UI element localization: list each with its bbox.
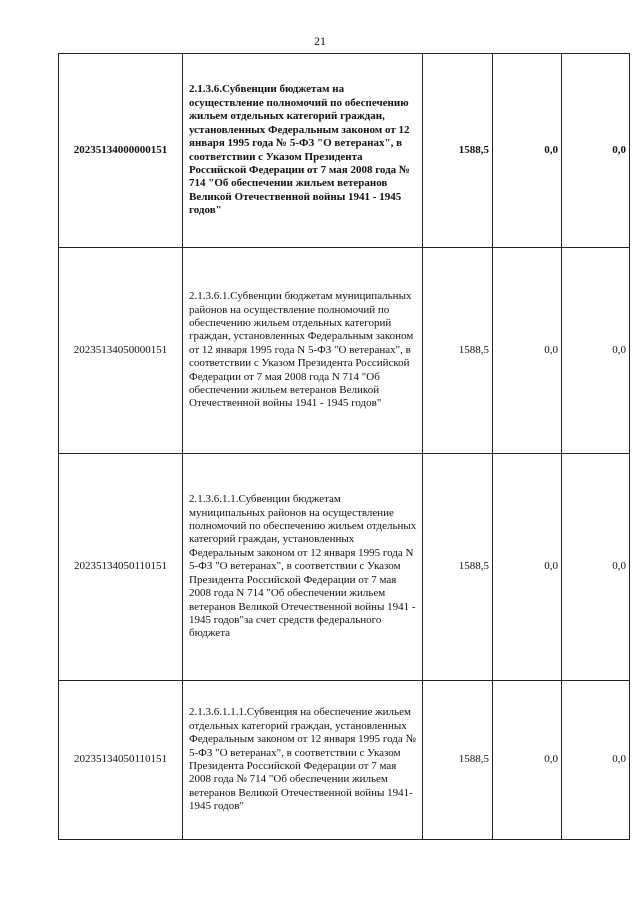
amount-cell-2: 0,0 — [493, 248, 562, 454]
amount-cell-2: 0,0 — [493, 454, 562, 681]
amount-cell-3: 0,0 — [562, 681, 630, 840]
amount-cell-3: 0,0 — [562, 54, 630, 248]
amount-cell-1: 1588,5 — [423, 454, 493, 681]
table-row — [59, 681, 630, 840]
budget-code-cell: 20235134000000151 — [59, 54, 183, 248]
budget-table — [58, 53, 630, 840]
description-cell: 2.1.3.6.1.1.1.Субвенция на обеспечение жильем отдельных категорий граждан, установленных Федеральным законом от 12 января 1995 года № 5-ФЗ "О ветеранах", в соответствии с Указом Президента Российской Федерации от 7 мая 2008 года № 714 "Об обеспечении жильем ветеранов Великой Отечественной войны 1941-1945 годов" — [183, 681, 423, 840]
description-cell: 2.1.3.6.1.Субвенции бюджетам муниципальных районов на осуществление полномочий по обеспечению жильем отдельных категорий граждан, установленных Федеральным законом от 12 января 1995 года N 5-ФЗ "О ветеранах", в соответствии с Указом Президента Российской Федерации от 7 мая 2008 года N 714 "Об обеспечении жильем ветеранов Великой Отечественной войны 1941 - 1945 годов" — [183, 248, 423, 454]
table-row — [59, 248, 630, 454]
table-row — [59, 54, 630, 248]
amount-cell-3: 0,0 — [562, 454, 630, 681]
page-number: 21 — [314, 34, 326, 48]
amount-cell-3: 0,0 — [562, 248, 630, 454]
description-cell: 2.1.3.6.Субвенции бюджетам на осуществление полномочий по обеспечению жильем отдельных категорий граждан, установленных Федеральным законом от 12 января 1995 года № 5-ФЗ "О ветеранах", в соответствии с Указом Президента Российской Федерации от 7 мая 2008 года № 714 "Об обеспечении жильем ветеранов Великой Отечественной войны 1941 - 1945 годов" — [183, 54, 423, 248]
description-cell: 2.1.3.6.1.1.Субвенции бюджетам муниципальных районов на осуществление полномочий по обеспечению жильем отдельных категорий граждан, установленных Федеральным законом от 12 января 1995 года N 5-ФЗ "О ветеранах", в соответствии с Указом Президента Российской Федерации от 7 мая 2008 года N 714 "Об обеспечении жильем ветеранов Великой Отечественной войны 1941 - 1945 годов"за счет средств федерального бюджета — [183, 454, 423, 681]
amount-cell-2: 0,0 — [493, 54, 562, 248]
amount-cell-2: 0,0 — [493, 681, 562, 840]
table-row — [59, 454, 630, 681]
budget-code-cell: 20235134050110151 — [59, 681, 183, 840]
amount-cell-1: 1588,5 — [423, 54, 493, 248]
budget-code-cell: 20235134050000151 — [59, 248, 183, 454]
amount-cell-1: 1588,5 — [423, 248, 493, 454]
amount-cell-1: 1588,5 — [423, 681, 493, 840]
budget-code-cell: 20235134050110151 — [59, 454, 183, 681]
